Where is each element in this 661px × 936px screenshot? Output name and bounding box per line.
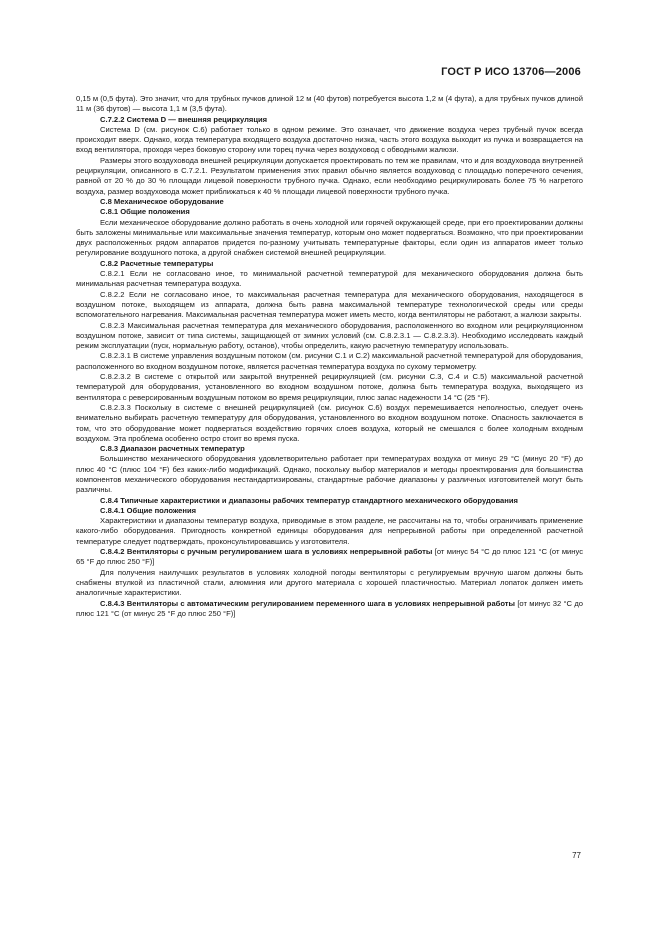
- section-heading-c82: С.8.2 Расчетные температуры: [100, 258, 214, 268]
- inline-heading-c842: С.8.4.2 Вентиляторы с ручным регулированием шага в условиях непрерывной работы: [100, 547, 433, 557]
- section-heading-c83: С.8.3 Диапазон расчетных температур: [100, 444, 245, 454]
- inline-text: [от минус 54 °С до плюс 121 °С (от минус 65 °F до плюс 250 °F)]: [76, 547, 583, 567]
- inline-heading-c843: С.8.4.3 Вентиляторы с автоматическим регулированием переменного шага в условиях непрерывной работы: [100, 598, 516, 608]
- page-header-standard: ГОСТ Р ИСО 13706—2006: [441, 66, 581, 78]
- paragraph: Система D (см. рисунок С.6) работает только в одном режиме. Это означает, что движение воздуха через трубный пучок всегда происходит вверх. Однако, когда температура входящего воздуха достаточно низка, часть этого воздуха выходит из пучка и возвращается на вход вентилятора, проходя через боковую сторону или торец пучка через воздуховод с обводными жалюзи.: [76, 124, 583, 155]
- paragraph-c8232: С.8.2.3.2 В системе с открытой или закрытой внутренней рециркуляцией (см. рисунки С.3, С.4 и С.5) максимальной расчетной температурой для оборудования, установленного во входном воздушном потоке, должна быть температура воздуха, выходящего из вентилятора с реверсированным воздушным потоком во время рециркуляции, плюс запас надежности 14 °С (25 °F).: [76, 372, 583, 402]
- section-heading-c84: С.8.4 Типичные характеристики и диапазоны рабочих температур стандартного механического оборудования: [100, 495, 518, 505]
- paragraph: Размеры этого воздуховода внешней рециркуляции допускается проектировать по тем же правилам, что и для воздуховода внутренней рециркуляции, описанного в С.7.2.1. Результатом применения этих правил обычно является воздуховод с площадью поперечного сечения, равной от 20 % до 30 % площади лицевой поверхности трубного пучка. Однако, если необходимо рециркулировать более 75 % нагретого воздуха, размер воздуховода может приближаться к 40 % площади лицевой поверхности трубного пучка.: [76, 155, 583, 196]
- paragraph-c8231: С.8.2.3.1 В системе управления воздушным потоком (см. рисунки С.1 и С.2) максимальной расчетной температурой для оборудования, расположенного во входном воздушном потоке, является расчетная температура воздуха по сухому термометру.: [76, 351, 583, 371]
- paragraph-c842: [76, 547, 583, 568]
- page-number: 77: [572, 851, 581, 860]
- paragraph: Если механическое оборудование должно работать в очень холодной или горячей окружающей среде, при его проектировании должны быть заложены минимальные или максимальные значения температур, которым оно может подвергаться. Возможно, что при проектировании двух расположенных рядом аппаратов придется по-разному учитывать температурные факторы, если один из аппаратов имеет только регулирование воздушного потока, а другой снабжен системой внешней рециркуляции.: [76, 217, 583, 258]
- paragraph: Для получения наилучших результатов в условиях холодной погоды вентиляторы с регулируемым вручную шагом должны быть снабжены втулкой из пластичной стали, алюминия или другого материала с хорошей пластичностью. Материал лопаток должен иметь аналогичные характеристики.: [76, 567, 583, 598]
- paragraph-c822: С.8.2.2 Если не согласовано иное, то максимальная расчетная температура для механического оборудования, находящегося в воздушном потоке, выходящем из аппарата, должна быть равна максимальной температуре технологической среды или среды вспомогательного нагревания. Максимальная расчетная температура может иметь место, когда вентиляторы не работают, а жалюзи закрыты.: [76, 289, 583, 320]
- paragraph-c8233: С.8.2.3.3 Поскольку в системе с внешней рециркуляцией (см. рисунок С.6) воздух перемешивается неполностью, следует очень внимательно выбирать расчетную температуру для оборудования, установленного во входном воздушном потоке. Опасность заключается в том, что это оборудование может подвергаться воздействию горячих слоев воздуха, который не смешался с более холодным входным воздухом. Эта проблема особенно остро стоит во время пуска.: [76, 402, 583, 443]
- paragraph-c843: [76, 599, 583, 620]
- section-heading-c81: С.8.1 Общие положения: [100, 207, 190, 217]
- section-heading-c722: С.7.2.2 Система D — внешняя рециркуляция: [100, 114, 268, 124]
- document-body: [76, 94, 583, 619]
- paragraph-continuation: 0,15 м (0,5 фута). Это значит, что для трубных пучков длиной 12 м (40 футов) потребуется высота 1,2 м (4 фута), а для трубных пучков длиной 11 м (36 футов) — высота 1,1 м (3,5 фута).: [76, 94, 583, 114]
- paragraph-c823: С.8.2.3 Максимальная расчетная температура для механического оборудования, расположенного во входном или рециркуляционном воздушном потоке, зависит от типа системы, защищающей от зимних условий (см. С.8.2.3.1 — С.8.2.3.3). Необходимо исследовать каждый режим эксплуатации (пуск, нормальную работу, останов), чтобы определить, какую расчетную температуру использовать.: [76, 320, 583, 351]
- paragraph: Большинство механического оборудования удовлетворительно работает при температурах воздуха от минус 29 °С (минус 20 °F) до плюс 40 °С (плюс 104 °F) без каких-либо модификаций. Однако, поскольку выбор материалов и методы проектирования для большинства компонентов механического оборудования нестандартизированы, стандартные рабочие диапазоны у различных изготовителей могут быть различны.: [76, 454, 583, 495]
- section-heading-c8: С.8 Механическое оборудование: [100, 196, 224, 206]
- paragraph: Характеристики и диапазоны температур воздуха, приводимые в этом разделе, не рассчитаны на то, чтобы ограничивать применение какого-либо оборудования. Пригодность конкретной единицы оборудования для непрерывной работы при определенной расчетной температуре следует подтверждать, проконсультировавшись у изготовителя.: [76, 516, 583, 546]
- paragraph-c821: С.8.2.1 Если не согласовано иное, то минимальной расчетной температурой для механического оборудования должна быть минимальная расчетная температура воздуха.: [76, 269, 583, 289]
- section-heading-c841: С.8.4.1 Общие положения: [100, 505, 197, 515]
- inline-text: [от минус 32 °С до плюс 121 °С (от минус 25 °F до плюс 250 °F)]: [76, 598, 583, 618]
